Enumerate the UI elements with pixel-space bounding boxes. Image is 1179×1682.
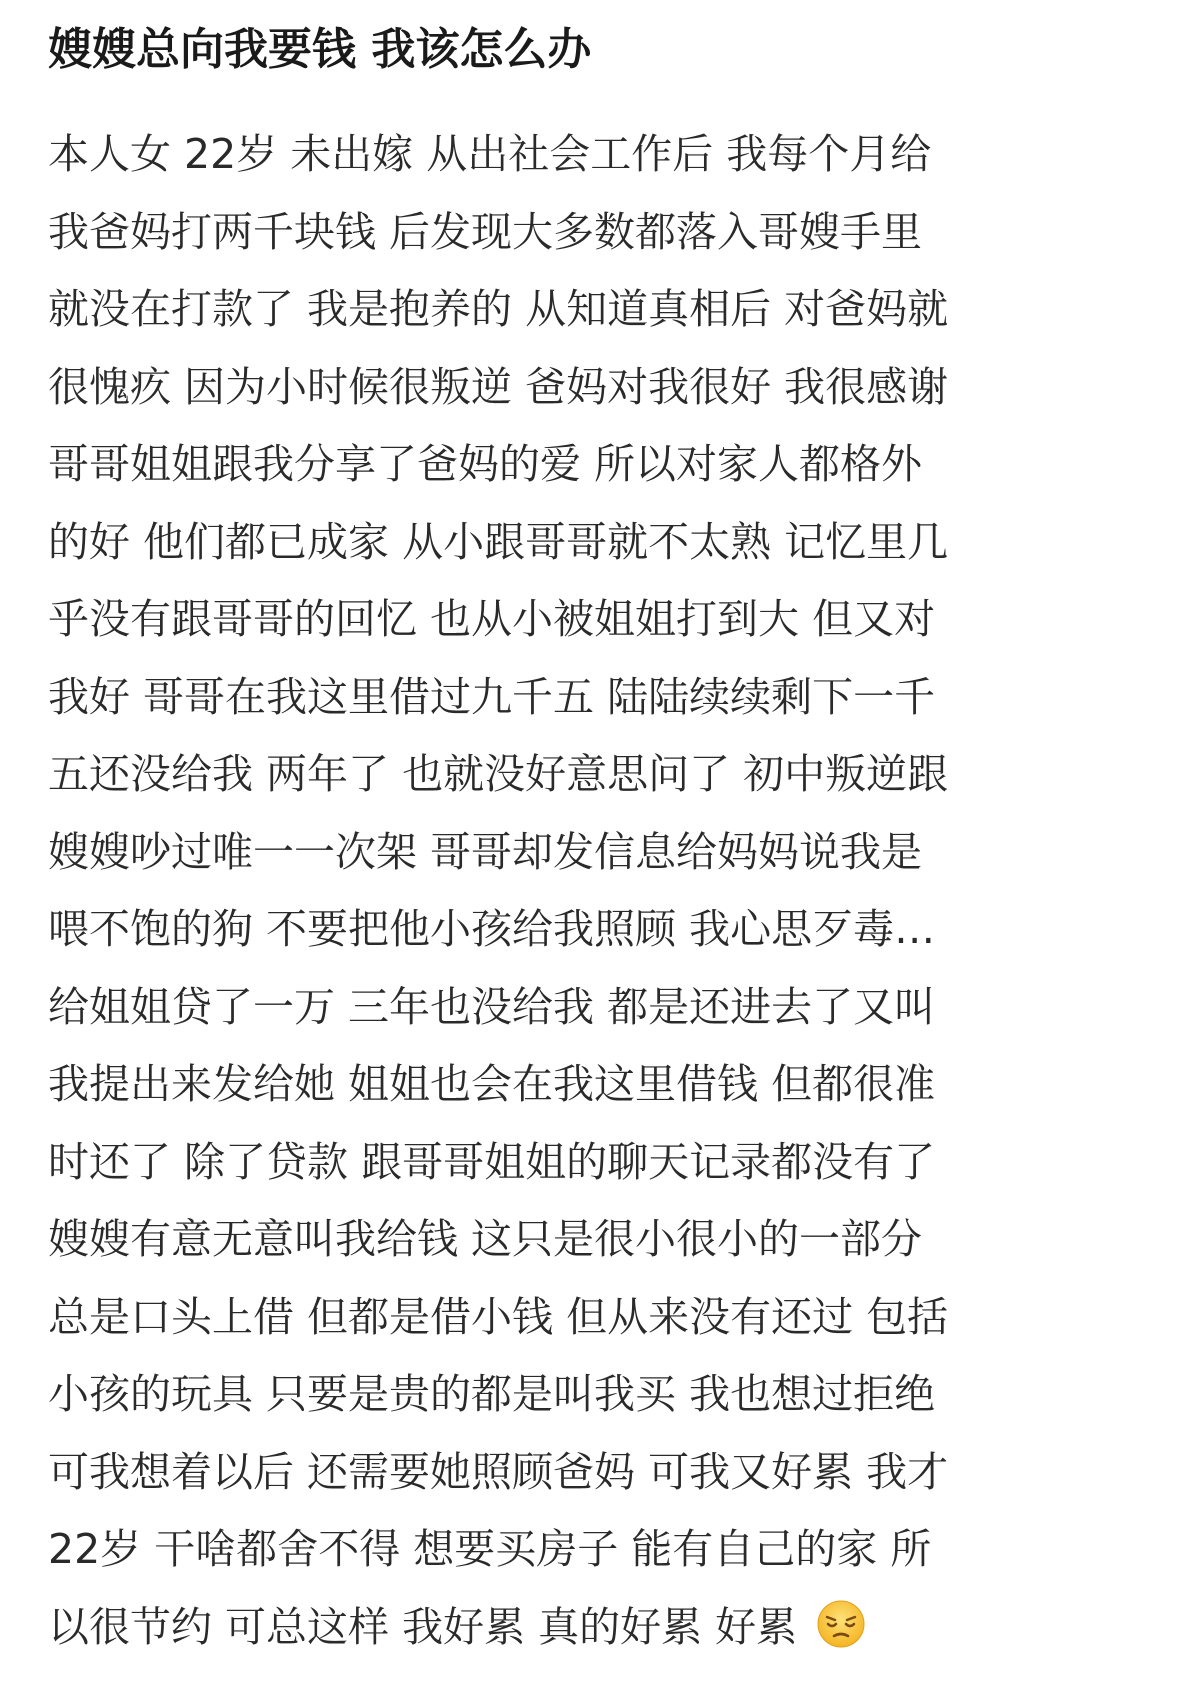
post-body-line: 22岁 干啥都舍不得 想要买房子 能有自己的家 所 xyxy=(48,1525,932,1573)
post xyxy=(48,18,1138,1666)
post-body-line: 我提出来发给她 姐姐也会在我这里借钱 但都很准 xyxy=(48,1060,936,1108)
post-body-line: 就没在打款了 我是抱养的 从知道真相后 对爸妈就 xyxy=(48,285,949,333)
post-body-last-text: 以很节约 可总这样 我好累 真的好累 好累 xyxy=(48,1602,798,1651)
post-body-line: 总是口头上借 但都是借小钱 但从来没有还过 包括 xyxy=(48,1292,949,1341)
post-body-line: 很愧疚 因为小时候很叛逆 爸妈对我很好 我很感谢 xyxy=(48,362,949,411)
post-body-line-last xyxy=(48,1589,1138,1667)
post-body-line: 哥哥姐姐跟我分享了爸妈的爱 所以对家人都格外 xyxy=(48,440,923,488)
post-body-line: 时还了 除了贷款 跟哥哥姐姐的聊天记录都没有了 xyxy=(48,1137,936,1186)
post-body-line: 本人女 22岁 未出嫁 从出社会工作后 我每个月给 xyxy=(48,130,932,178)
post-body-line: 给姐姐贷了一万 三年也没给我 都是还进去了又叫 xyxy=(48,982,936,1031)
post-body-line: 乎没有跟哥哥的回忆 也从小被姐姐打到大 但又对 xyxy=(48,595,936,643)
post-body-line: 小孩的玩具 只要是贵的都是叫我买 我也想过拒绝 xyxy=(48,1370,936,1418)
post-body-line: 嫂嫂吵过唯一一次架 哥哥却发信息给妈妈说我是 xyxy=(48,827,923,876)
post-body-line: 可我想着以后 还需要她照顾爸妈 可我又好累 我才 xyxy=(48,1447,949,1496)
post-body xyxy=(48,116,1138,1666)
post-body-line: 喂不饱的狗 不要把他小孩给我照顾 我心思歹毒… xyxy=(48,905,936,953)
post-body-line: 的好 他们都已成家 从小跟哥哥就不太熟 记忆里几 xyxy=(48,517,949,566)
tired-face-emoji-icon xyxy=(816,1599,866,1649)
post-title: 嫂嫂总向我要钱 我该怎么办 xyxy=(48,24,592,75)
post-body-line: 我好 哥哥在我这里借过九千五 陆陆续续剩下一千 xyxy=(48,672,936,721)
post-body-line: 五还没给我 两年了 也就没好意思问了 初中叛逆跟 xyxy=(48,750,949,798)
post-body-line: 我爸妈打两千块钱 后发现大多数都落入哥嫂手里 xyxy=(48,207,923,256)
post-body-line: 嫂嫂有意无意叫我给钱 这只是很小很小的一部分 xyxy=(48,1215,923,1263)
